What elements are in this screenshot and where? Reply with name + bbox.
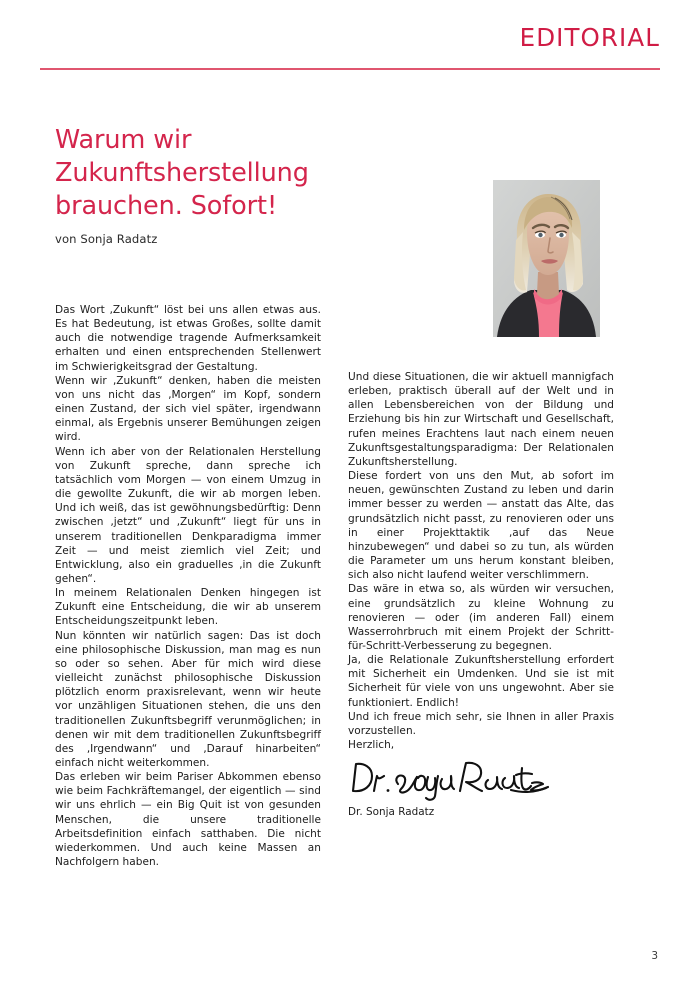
body-column-left bbox=[55, 303, 321, 869]
signature-icon bbox=[348, 758, 553, 802]
paragraph: Das erleben wir beim Pariser Abkommen ebenso wie beim Fachkräftemangel, der eigentlich — sind wir uns ehrlich — ein Big Quit ist von gesunden Menschen, die unsere traditionelle Arbeitsdefinition einfach satthaben. Die nicht wiederkommen. Und auch keine Massen an Nachfolgern haben. bbox=[55, 771, 321, 869]
section-label: EDITORIAL bbox=[519, 23, 660, 52]
paragraph: Das wäre in etwa so, als würden wir versuchen, eine grundsätzlich zu kleine Wohnung zu renovieren — oder (im anderen Fall) einem Wasserrohrbruch mit einem Projekt der Schritt-für-Schritt-Verbesserung zu begegnen. bbox=[348, 583, 614, 652]
paragraph: In meinem Relationalen Denken hingegen ist Zukunft eine Entscheidung, die wir ab unserem Entscheidungszeitpunkt leben. bbox=[55, 587, 321, 628]
paragraph: Ja, die Relationale Zukunftsherstellung erfordert mit Sicherheit ein Umdenken. Und sie ist mit Sicherheit für viele von uns ungewohnt. Aber sie funktioniert. Endlich! bbox=[348, 654, 614, 709]
paragraph: Diese fordert von uns den Mut, ab sofort im neuen, gewünschten Zustand zu leben und darin immer besser zu werden — anstatt das Alte, das grundsätzlich nicht passt, zu renovieren oder uns in einer Projekttaktik ‚auf das Neue hinzubewegen“ und dabei so zu tun, als würden die Parameter um uns herum konstant bleiben, sich also nicht laufend weiter verschlimmern. bbox=[348, 470, 614, 582]
paragraph: Und diese Situationen, die wir aktuell mannigfach erleben, praktisch überall auf der Welt und in allen Lebensbereichen von der Bildung und Erziehung bis hin zur Wirtschaft und Gesellschaft, rufen meines Erachtens laut nach einem neuen Zukunftsgestaltungsparadigma: Der Relationalen Zukunftsherstellung. bbox=[348, 371, 614, 468]
header-divider bbox=[40, 68, 660, 70]
signature-name: Dr. Sonja Radatz bbox=[348, 806, 435, 819]
title-block bbox=[55, 124, 385, 247]
paragraph: Und ich freue mich sehr, sie Ihnen in aller Praxis vorzustellen. bbox=[348, 710, 614, 737]
page-header bbox=[40, 23, 660, 72]
body-column-right bbox=[348, 370, 614, 819]
paragraph: Wenn ich aber von der Relationalen Herstellung von Zukunft spreche, dann spreche ich tatsächlich vom Morgen — von einem Umzug in die gewollte Zukunft, die wir ab morgen leben. Und ich weiß, das ist gewöhnungsbedürftig: Denn zwischen ‚jetzt“ und ‚Zukunft“ liegt für uns in unserem traditionellen Denkparadigma immer Zeit — und meist ziemlich viel Zeit; und Entwicklung, also ein graduelles ‚in die Zukunft gehen“. bbox=[55, 445, 321, 585]
paragraph: Das Wort ‚Zukunft“ löst bei uns allen etwas aus. Es hat Bedeutung, ist etwas Großes, sollte damit auch die notwendige tragende Aufmerksamkeit erhalten und einen entsprechenden Stellenwert im Schwierigkeitsgrad der Gestaltung. bbox=[55, 304, 321, 373]
author-portrait bbox=[493, 180, 600, 337]
handwritten-signature bbox=[348, 758, 553, 802]
closing-salutation: Herzlich, bbox=[348, 739, 395, 752]
portrait-photo-icon bbox=[493, 180, 600, 337]
byline: von Sonja Radatz bbox=[55, 231, 158, 246]
page-number: 3 bbox=[651, 950, 658, 962]
page-title: Warum wir Zukunftsherstellung brauchen. Sofort! bbox=[55, 125, 309, 221]
paragraph: Wenn wir ‚Zukunft“ denken, haben die meisten von uns nicht das ‚Morgen“ im Kopf, sondern einen Zustand, der sich viel später, irgendwann einmal, als Ergebnis unserer Bemühungen zeigen wird. bbox=[55, 374, 321, 444]
paragraph: Nun könnten wir natürlich sagen: Das ist doch eine philosophische Diskussion, man mag es nun so oder so sehen. Aber für mich wird diese vielleicht zunächst philosophische Diskussion plötzlich enorm praxisrelevant, wenn wir heute vor unzähligen Situationen stehen, die uns den traditionellen Zukunftsbegriff verunmöglichen; in denen wir mit dem traditionellen Zukunftsbegriff des ‚Irgendwann“ und ‚Darauf hinarbeiten“ einfach nicht weiterkommen. bbox=[55, 629, 321, 769]
